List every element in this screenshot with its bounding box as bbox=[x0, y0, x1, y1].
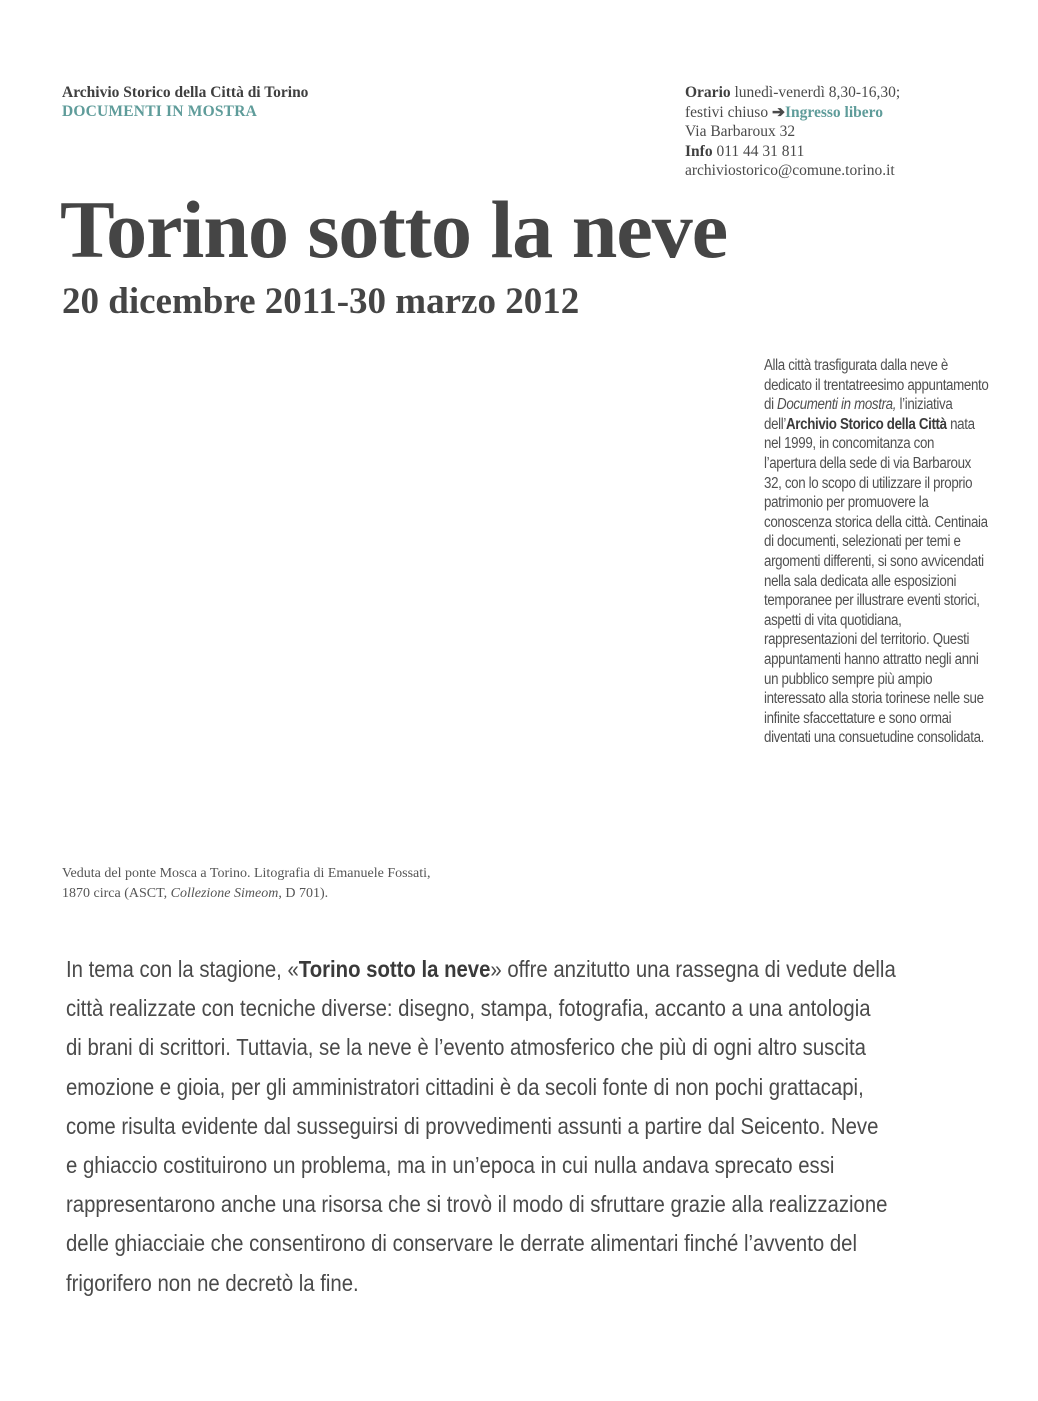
caption-text-a: 1870 circa (ASCT, bbox=[62, 886, 171, 901]
body-paragraph bbox=[66, 950, 966, 1303]
caption-line-1: Veduta del ponte Mosca a Torino. Litografia di Emanuele Fossati, bbox=[62, 866, 431, 881]
intro-paragraph bbox=[764, 356, 989, 748]
exhibition-dates: 20 dicembre 2011-30 marzo 2012 bbox=[62, 281, 580, 322]
free-entry: Ingresso libero bbox=[784, 103, 884, 121]
intro-text-2: l’iniziativa dell’ bbox=[764, 396, 953, 433]
orario-text: lunedì-venerdì 8,30-16,30; bbox=[734, 84, 901, 101]
series-name: DOCUMENTI IN MOSTRA bbox=[62, 103, 257, 120]
body-line: delle ghiacciaie che consentirono di conservare le derrate alimentari finché l’avvento del bbox=[66, 1230, 857, 1257]
caption-collection: Collezione Simeom bbox=[170, 886, 279, 901]
caption-text-b: , D 701). bbox=[278, 886, 329, 901]
exhibition-title: Torino sotto la neve bbox=[60, 184, 728, 275]
info-label: Info bbox=[685, 142, 713, 160]
visitor-info bbox=[685, 83, 900, 181]
body-text: » offre anzitutto una rassegna di vedute della bbox=[490, 956, 896, 982]
orario-label: Orario bbox=[685, 84, 731, 101]
body-line: frigorifero non ne decretò la fine. bbox=[66, 1269, 359, 1296]
address: Via Barbaroux 32 bbox=[685, 123, 796, 140]
phone-line bbox=[685, 142, 900, 162]
caption-line-2 bbox=[62, 884, 431, 904]
body-line: emozione e gioia, per gli amministratori cittadini è da secoli fonte di non pochi grattacapi, bbox=[66, 1073, 864, 1100]
festivi-text: festivi chiuso bbox=[685, 103, 769, 121]
body-line: rappresentarono anche una risorsa che si trovò il modo di sfruttare grazie alla realizzazione bbox=[66, 1191, 888, 1218]
organization-name: Archivio Storico della Città di Torino bbox=[62, 84, 309, 101]
body-line: città realizzate con tecniche diverse: disegno, stampa, fotografia, accanto a una antologia bbox=[66, 995, 871, 1022]
holidays-entry bbox=[685, 103, 900, 123]
body-line bbox=[66, 950, 966, 989]
email-address[interactable]: archiviostorico@comune.torino.it bbox=[685, 162, 895, 179]
intro-archive-bold: Archivio Storico della Città bbox=[785, 415, 947, 433]
body-line: come risulta evidente dal susseguirsi di provvedimenti assunti a partire dal Seicento. Neve bbox=[66, 1112, 879, 1139]
phone-number: 011 44 31 811 bbox=[716, 142, 805, 160]
header-block bbox=[62, 83, 308, 121]
body-line: di brani di scrittori. Tuttavia, se la neve è l’evento atmosferico che più di ogni altro suscita bbox=[66, 1034, 866, 1061]
intro-text-1: Alla città trasfigurata dalla neve è dedicato il trentatreesimo appuntamento di bbox=[764, 357, 989, 414]
intro-series-italic: Documenti in mostra, bbox=[777, 396, 897, 414]
body-text: In tema con la stagione, « bbox=[66, 956, 299, 982]
body-title-bold: Torino sotto la neve bbox=[298, 956, 491, 982]
arrow-right-icon: ➔ bbox=[771, 103, 785, 121]
intro-text-3: nata nel 1999, in concomitanza con l’apertura della sede di via Barbaroux 32, con lo scopo di utilizzare il proprio patrimonio per promuovere la conoscenza storica della città. Centinaia di documenti, selezionati per temi e argomenti differenti, si sono avvicendati nella sala dedicata alle esposizioni temporanee per illustrare eventi storici, aspetti di vita quotidiana, rappresentazioni del territorio. Questi appuntamenti hanno attratto negli anni un pubblico sempre più ampio interessato alla storia torinese nelle sue infinite sfaccettature e sono ormai diventati una consuetudine consolidata. bbox=[764, 415, 988, 747]
body-line: e ghiaccio costituirono un problema, ma in un’epoca in cui nulla andava sprecato essi bbox=[66, 1152, 835, 1179]
image-caption bbox=[62, 864, 431, 904]
opening-hours bbox=[685, 83, 900, 103]
